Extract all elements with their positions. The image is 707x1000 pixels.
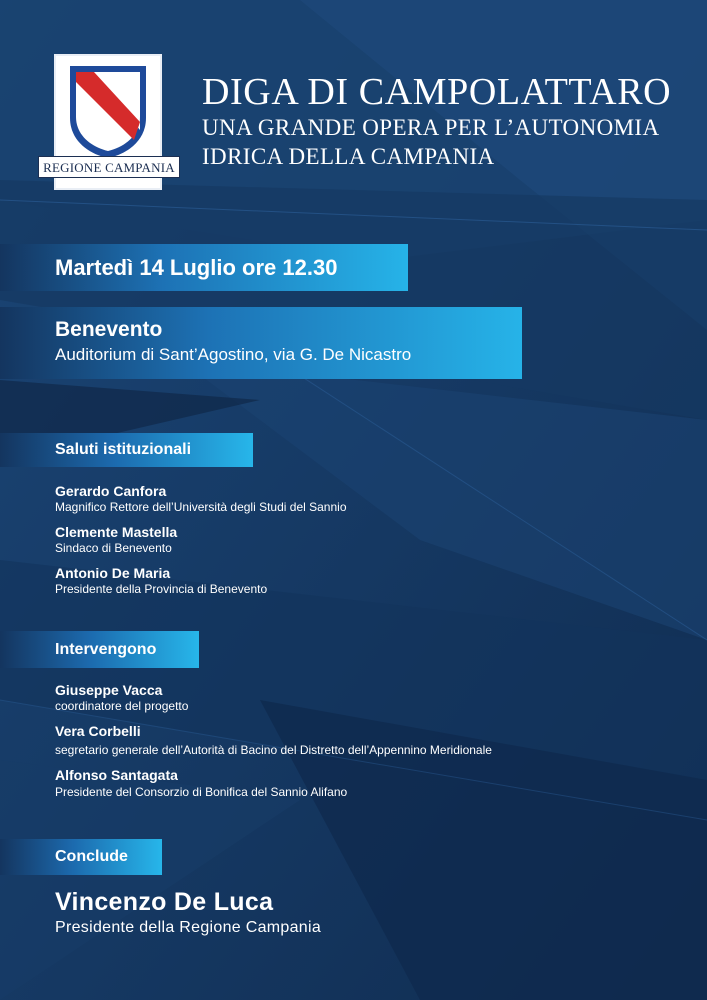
intervengono-person-name: Giuseppe Vacca [55, 682, 163, 698]
intervengono-person-name: Alfonso Santagata [55, 767, 178, 783]
intervengono-label: Intervengono [55, 641, 157, 658]
conclude-person-role: Presidente della Regione Campania [55, 919, 322, 936]
saluti-label: Saluti istituzionali [55, 441, 192, 458]
page-subtitle [202, 113, 660, 171]
saluti-person-role: Presidente della Provincia di Benevento [55, 582, 268, 596]
conclude-label: Conclude [55, 848, 128, 865]
saluti-person-name: Antonio De Maria [55, 565, 171, 581]
conclude-person-name: Vincenzo De Luca [55, 888, 274, 916]
intervengono-person-role: segretario generale dell’Autorità di Bacino del Distretto dell’Appennino Meridionale [55, 743, 492, 757]
saluti-person-role: Sindaco di Benevento [55, 541, 172, 555]
saluti-person-name: Clemente Mastella [55, 524, 178, 540]
event-date: Martedì 14 Luglio ore 12.30 [55, 255, 338, 280]
logo-text: REGIONE CAMPANIA [38, 156, 180, 178]
saluti-person-name: Gerardo Canfora [55, 483, 167, 499]
intervengono-person-name: Vera Corbelli [55, 723, 141, 739]
intervengono-person-role: Presidente del Consorzio di Bonifica del Sannio Alifano [55, 785, 348, 799]
intervengono-person-role: coordinatore del progetto [55, 699, 189, 713]
event-address: Auditorium di Sant’Agostino, via G. De Nicastro [55, 345, 412, 364]
saluti-person-role: Magnifico Rettore dell’Università degli Studi del Sannio [55, 500, 347, 514]
page-title: DIGA DI CAMPOLATTARO [202, 71, 672, 113]
shield-icon [62, 60, 154, 160]
subtitle-line-1: UNA GRANDE OPERA PER L’AUTONOMIA [202, 115, 660, 140]
event-city: Benevento [55, 318, 163, 341]
subtitle-line-2: IDRICA DELLA CAMPANIA [202, 144, 495, 169]
